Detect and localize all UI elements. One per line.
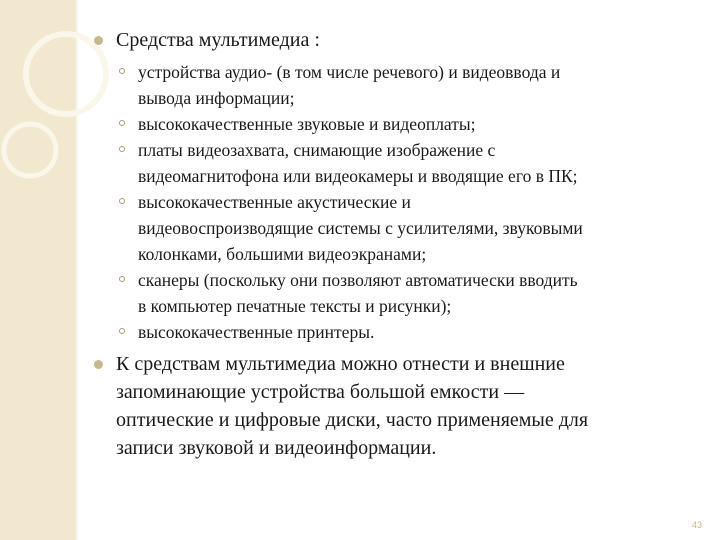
sub-bullet-line: в компьютер печатные тексты и рисунки);	[138, 296, 452, 316]
sub-bullet-line: высококачественные звуковые и видеоплаты;	[138, 114, 476, 134]
decorative-ring-small	[4, 124, 56, 176]
sub-bullet-icon	[119, 198, 125, 204]
bullet-icon	[94, 36, 103, 45]
bullet-title: Средства мультимедиа :	[116, 29, 320, 51]
bullet-icon	[94, 360, 103, 369]
sub-bullet-line: высококачественные принтеры.	[138, 322, 375, 342]
bullet-multimedia-means	[94, 26, 704, 54]
sub-bullet-icon	[119, 120, 125, 126]
sub-bullet-line: видеовоспроизводящие системы с усилителями, звуковыми	[138, 218, 583, 238]
sub-bullet-icon	[119, 276, 125, 282]
page-number: 43	[691, 520, 702, 530]
sub-bullet-item	[94, 111, 704, 137]
sub-bullet-icon	[119, 146, 125, 152]
sub-bullet-line: колонками, большими видеоэкранами;	[138, 244, 427, 264]
sub-bullet-icon	[119, 68, 125, 74]
sub-bullet-line: вывода информации;	[138, 88, 295, 108]
sub-bullet-line: сканеры (поскольку они позволяют автоматически вводить	[138, 270, 578, 290]
bullet-text-line: запоминающие устройства большой емкости —	[116, 381, 525, 403]
sub-bullet-icon	[119, 328, 125, 334]
bullet-text	[116, 350, 704, 462]
sub-bullet-line: высококачественные акустические и	[138, 192, 411, 212]
sub-bullet-item	[94, 267, 704, 319]
sub-bullet-line: платы видеозахвата, снимающие изображение с	[138, 140, 496, 160]
slide-content	[94, 26, 704, 462]
bullet-text-line: К средствам мультимедиа можно отнести и внешние	[116, 353, 565, 375]
sub-bullet-list	[94, 59, 704, 345]
sub-bullet-item	[94, 319, 704, 345]
sub-bullet-item	[94, 59, 704, 111]
sub-bullet-item	[94, 189, 704, 267]
sub-bullet-line: видеомагнитофона или видеокамеры и вводящие его в ПК;	[138, 166, 578, 186]
bullet-text-line: оптические и цифровые диски, часто применяемые для	[116, 409, 589, 431]
sub-bullet-item	[94, 137, 704, 189]
sub-bullet-line: устройства аудио- (в том числе речевого) и видеоввода и	[138, 62, 561, 82]
bullet-text-line: записи звуковой и видеоинформации.	[116, 437, 437, 459]
bullet-external-storage	[94, 350, 704, 462]
